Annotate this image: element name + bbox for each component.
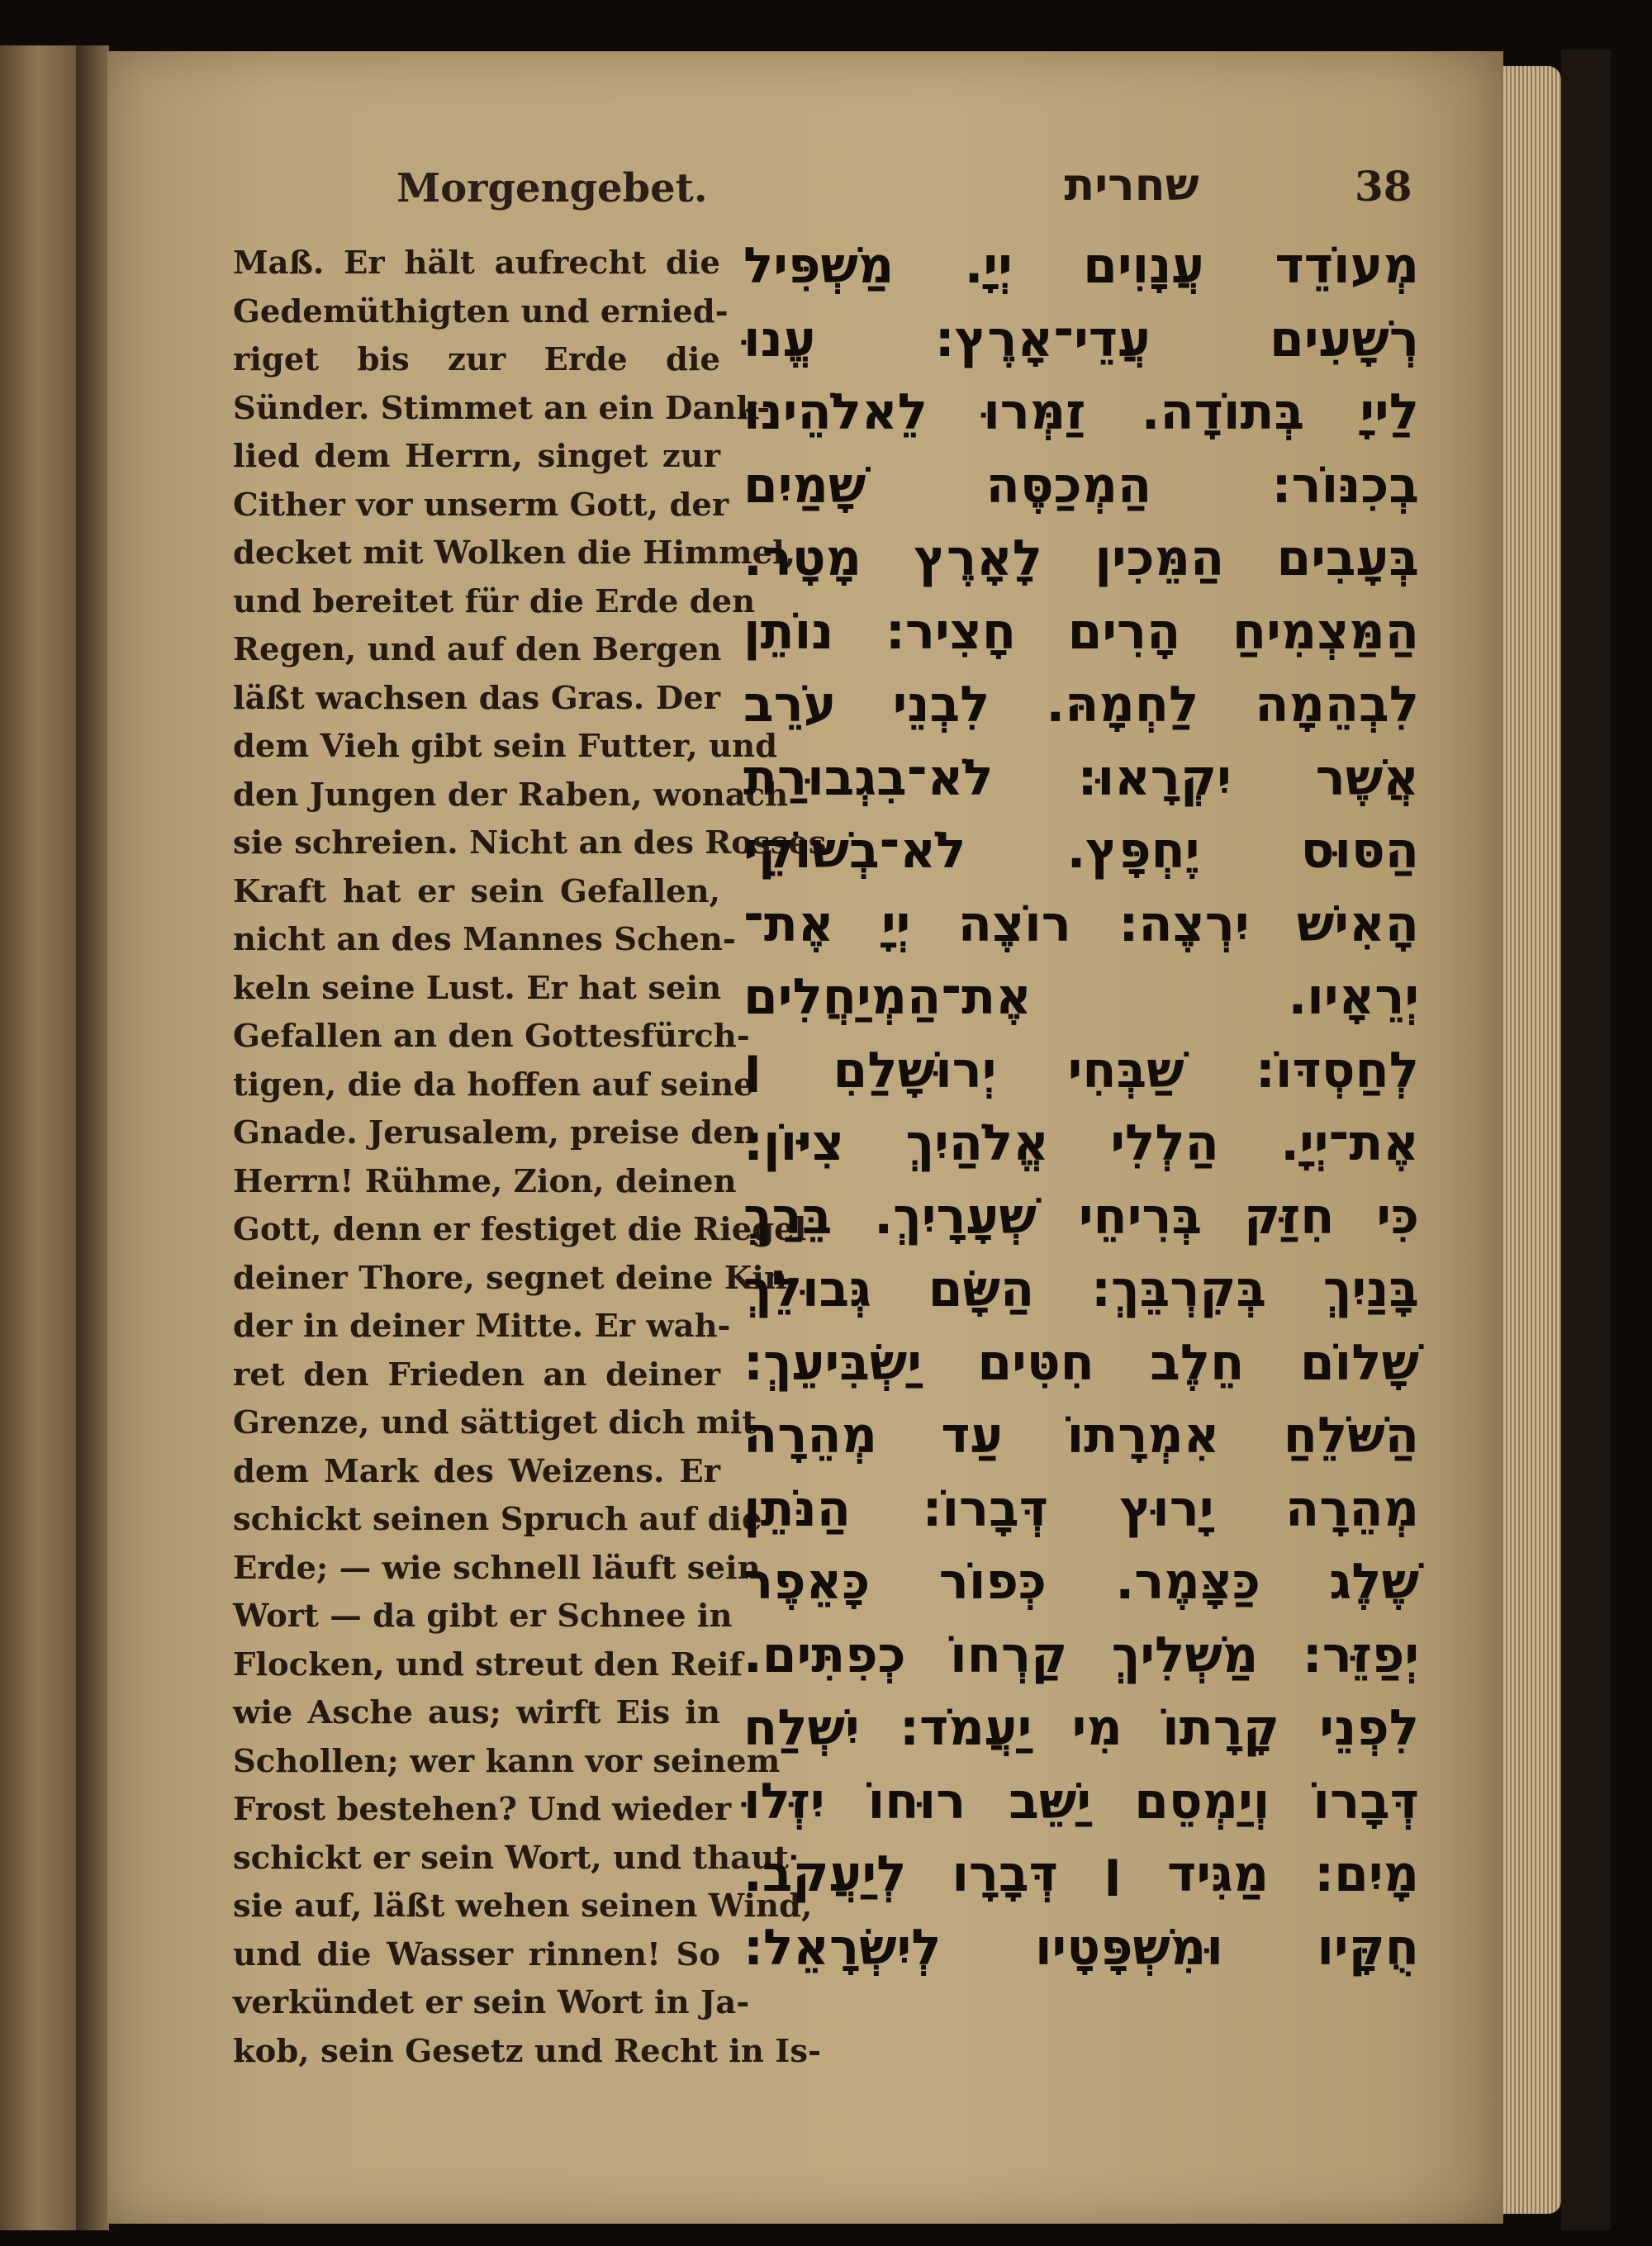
hebrew-text-line: בְּעָבִים הַמֵּכִין לָאָרֶץ מָטָר. bbox=[743, 529, 1419, 587]
german-text-line: verkündet er sein Wort in Ja- bbox=[233, 1984, 750, 2021]
german-text-line: lied dem Herrn, singet zur bbox=[233, 438, 720, 475]
running-head-hebrew: שחרית bbox=[1064, 159, 1199, 211]
german-text-line: schickt seinen Spruch auf die bbox=[233, 1501, 762, 1538]
german-text-line: ret den Frieden an deiner bbox=[233, 1356, 720, 1394]
german-text-line: nicht an des Mannes Schen- bbox=[233, 921, 736, 958]
german-text-line: und die Wasser rinnen! So bbox=[233, 1935, 720, 1973]
german-text-line: schickt er sein Wort, und thaut bbox=[233, 1839, 789, 1877]
german-text-line: keln seine Lust. Er hat sein bbox=[233, 969, 722, 1007]
german-text-line: wie Asche aus; wirft Eis in bbox=[233, 1694, 720, 1731]
hebrew-text-line: רְשָׁעִים עֲדֵי־אָרֶץ: עֱנוּ bbox=[743, 310, 1419, 368]
german-text-line: Schollen; wer kann vor seinem bbox=[233, 1742, 781, 1780]
hebrew-text-line: שֶׁלֶג כַּצָּמֶר. כְּפוֹר כָּאֵפֶר bbox=[743, 1553, 1419, 1611]
hebrew-text-line: לִפְנֵי קָרָתוֹ מִי יַעֲמֹד: יִשְׁלַח bbox=[743, 1699, 1419, 1757]
hebrew-text-line: דְּבָרוֹ וְיַמְסֵם יַשֵּׁב רוּחוֹ יִזְּלוּ bbox=[743, 1772, 1419, 1831]
hebrew-text-line: שָׁלוֹם חֵלֶב חִטִּים יַשְׂבִּיעֵךְ: bbox=[743, 1333, 1419, 1392]
book-gutter bbox=[76, 45, 109, 2230]
german-text-line: Gott, denn er festiget die Riegel bbox=[233, 1211, 807, 1248]
running-head-german: Morgengebet. bbox=[396, 165, 708, 211]
german-text-line: sie schreien. Nicht an des Rosses bbox=[233, 824, 827, 862]
german-text-line: kob, sein Gesetz und Recht in Is- bbox=[233, 2032, 821, 2070]
german-text-line: tigen, die da hoffen auf seine bbox=[233, 1066, 754, 1104]
german-text-line: Maß. Er hält aufrecht die bbox=[233, 245, 720, 282]
german-text-line: Frost bestehen? Und wieder bbox=[233, 1791, 732, 1828]
german-text-line: Gedemüthigten und ernied- bbox=[233, 292, 729, 330]
hebrew-text-line: הַמַּצְמִיחַ הָרִים חָצִיר: נוֹתֵן bbox=[743, 602, 1419, 661]
hebrew-text-line: יְרֵאָיו. אֶת־הַמְיַחֲלִים bbox=[743, 968, 1419, 1026]
german-translation-column bbox=[233, 240, 827, 2076]
german-text-line: sie auf, läßt wehen seinen Wind, bbox=[233, 1887, 813, 1925]
hebrew-text-line: הָאִישׁ יִרְצֶה: רוֹצֶה יְיָ אֶת־ bbox=[743, 895, 1419, 953]
hebrew-text-line: לְחַסְדּוֹ: שַׁבְּחִי יְרוּשָׁלַםִ ׀ bbox=[743, 1041, 1419, 1099]
hebrew-text-line: חֻקָּיו וּמִשְׁפָּטָיו לְיִשְׂרָאֵל: bbox=[743, 1918, 1419, 1977]
hebrew-text-line: מְעוֹדֵד עֲנָוִים יְיָ. מַשְׁפִּיל bbox=[743, 237, 1419, 295]
hebrew-text-line: מָיִם: מַגִּיד ׀ דְּבָרָו לְיַעֲקֹב. bbox=[743, 1845, 1419, 1903]
german-text-line: decket mit Wolken die Himmel, bbox=[233, 534, 796, 572]
hebrew-text-line: אֲשֶׁר יִקְרָאוּ: לֹא־בִגְבוּרַת bbox=[743, 748, 1419, 807]
german-text-line: den Jungen der Raben, wonach bbox=[233, 776, 789, 814]
german-text-line: und bereitet für die Erde den bbox=[233, 582, 756, 620]
previous-page-edge bbox=[0, 45, 78, 2230]
hebrew-text-line: מְהֵרָה יָרוּץ דְּבָרוֹ: הַנֹּתֵן bbox=[743, 1479, 1419, 1538]
german-text-line: der in deiner Mitte. Er wah- bbox=[233, 1308, 731, 1345]
page-block-edges bbox=[1503, 66, 1561, 2214]
hebrew-text-line: כִּי חִזַּק בְּרִיחֵי שְׁעָרָיִךְ. בֵּרַךְ bbox=[743, 1187, 1419, 1246]
german-text-line: Wort — da gibt er Schnee in bbox=[233, 1598, 733, 1635]
german-text-line: Regen, und auf den Bergen bbox=[233, 631, 722, 668]
hebrew-text-line: בָּנַיִךְ בְּקִרְבֵּךְ: הַשָּׂם גְּבוּלֵךְ bbox=[743, 1261, 1419, 1318]
hebrew-text-line: הַסּוּס יֶחְפָּץ. לֹא־בְשׁוֹקֵי bbox=[743, 822, 1419, 880]
hebrew-text-line: אֶת־יְיָ. הַלְלִי אֱלֹהַיִךְ צִיּוֹן: bbox=[743, 1114, 1419, 1172]
german-text-line: deiner Thore, segnet deine Kin- bbox=[233, 1259, 800, 1297]
hebrew-prayer-column bbox=[743, 230, 1419, 1984]
german-text-line: Flocken, und streut den Reif bbox=[233, 1645, 743, 1683]
german-text-line: Kraft hat er sein Gefallen, bbox=[233, 872, 720, 910]
german-text-line: Cither vor unserm Gott, der bbox=[233, 486, 729, 524]
hebrew-text-line: לַייָ בְּתוֹדָה. זַמְּרוּ לֵאלֹהֵינוּ bbox=[743, 383, 1419, 441]
german-text-line: Grenze, und sättiget dich mit bbox=[233, 1404, 757, 1441]
german-text-line: Gefallen an den Gottesfürch- bbox=[233, 1018, 750, 1055]
german-text-line: Erde; — wie schnell läuft sein bbox=[233, 1549, 761, 1587]
hebrew-text-line: הַשֹּׁלֵחַ אִמְרָתוֹ עַד מְהֵרָה bbox=[743, 1407, 1419, 1465]
german-text-line: Gnade. Jerusalem, preise den bbox=[233, 1114, 757, 1151]
book-cover-edge bbox=[1561, 50, 1611, 2230]
german-text-line: riget bis zur Erde die bbox=[233, 341, 720, 378]
hebrew-text-line: בְכִנּוֹר: הַמְכַסֶּה שָׁמַיִם bbox=[743, 456, 1419, 515]
german-text-line: Sünder. Stimmet an ein Dank- bbox=[233, 389, 771, 427]
german-text-line: läßt wachsen das Gras. Der bbox=[233, 679, 720, 717]
hebrew-text-line: לִבְהֵמָה לַחְמָהּ. לִבְנֵי עֹרֵב bbox=[743, 676, 1419, 734]
german-text-line: dem Mark des Weizens. Er bbox=[233, 1452, 720, 1490]
hebrew-text-line: יְפַזֵּר: מַשְׁלִיךְ קַרְחוֹ כְפִתִּים. bbox=[743, 1626, 1419, 1684]
page-number: 38 bbox=[1355, 162, 1412, 211]
german-text-line: Herrn! Rühme, Zion, deinen bbox=[233, 1162, 737, 1200]
german-text-line: dem Vieh gibt sein Futter, und bbox=[233, 728, 778, 765]
